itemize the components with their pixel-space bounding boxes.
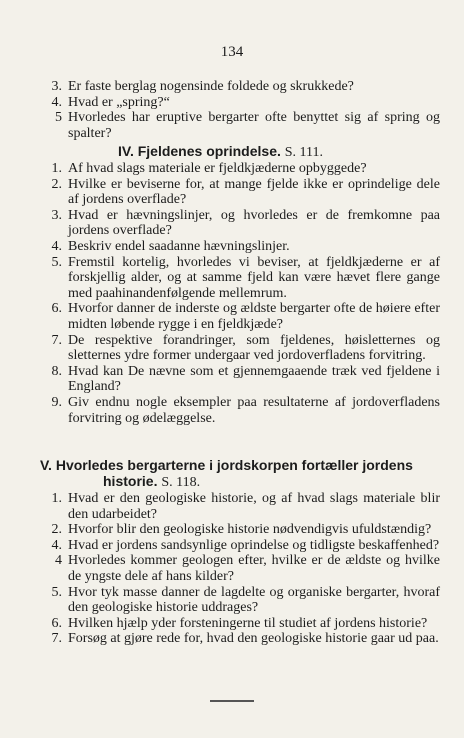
list-item — [51, 176, 440, 208]
list-item — [55, 553, 440, 584]
list-item — [51, 161, 440, 177]
list-item — [51, 238, 440, 255]
section-page-ref: S. 111. — [284, 145, 324, 160]
item-number: 5. — [51, 254, 62, 270]
section-heading-v-cont — [103, 473, 200, 491]
item-number: 9. — [51, 394, 62, 410]
item-text: Forsøg at gjøre rede for, hvad den geologiske historie gaar ud paa. — [68, 631, 439, 647]
item-text: Hvor tyk masse danner de lagdelte og organiske bergarter, hvoraf den geologiske historie uddrages? — [68, 584, 440, 616]
item-number: 6. — [51, 301, 62, 317]
item-text: De respektive forandringer, som fjeldenes, høisletternes og sletternes ydre former undergaar ved jordoverfladens forvitring. — [68, 332, 440, 364]
question-list-v — [51, 491, 440, 647]
list-item — [55, 110, 440, 141]
list-item — [51, 631, 440, 647]
list-item — [51, 332, 440, 364]
list-item — [51, 94, 440, 111]
list-item — [51, 363, 440, 395]
list-item — [51, 537, 440, 554]
item-number: 5. — [51, 584, 62, 600]
item-number: 8. — [51, 363, 62, 379]
item-number: 2. — [51, 176, 62, 192]
page-number: 134 — [220, 44, 244, 60]
item-number: 4 — [55, 553, 62, 569]
list-item — [51, 79, 440, 95]
section-title-cont: historie. — [103, 473, 158, 489]
item-text: Hvorfor danner de inderste og ældste bergarter ofte de høiere efter midten løbende rygge i en fjeldkjæde? — [68, 301, 440, 332]
item-text: Hvad kan De nævne som et gjennemgaaende træk ved fjeldene i England? — [68, 363, 440, 395]
item-text: Hvilke er beviserne for, at mange fjelde ikke er oprindelige dele af jordens overflade? — [68, 176, 440, 208]
item-text: Hvad er „spring?“ — [68, 94, 170, 110]
item-text: Beskriv endel saadanne hævningslinjer. — [68, 238, 290, 254]
item-text: Af hvad slags materiale er fjeldkjæderne opbyggede? — [68, 161, 367, 176]
item-number: 3. — [51, 207, 62, 223]
item-number: 4. — [51, 238, 62, 254]
list-item — [51, 301, 440, 332]
list-item — [51, 394, 440, 426]
section-heading-v — [40, 457, 413, 473]
item-text: Hvorfor blir den geologiske historie nødvendigvis ufuldstændig? — [68, 522, 432, 538]
item-number: 7. — [51, 332, 62, 348]
list-item — [51, 207, 440, 239]
item-text: Hvad er hævningslinjer, og hvorledes er de fremkomne paa jordens overflade? — [68, 207, 440, 239]
list-item — [51, 491, 440, 522]
item-number: 4. — [51, 94, 62, 110]
item-text: Hvorledes kommer geologen efter, hvilke er de ældste og hvilke de yngste dele af hans kilder? — [68, 553, 440, 584]
question-list-iv — [51, 161, 440, 426]
section-heading-iv — [118, 143, 323, 161]
question-list-continued — [51, 79, 440, 141]
list-item — [51, 584, 440, 616]
item-text: Giv endnu nogle eksempler paa resultaterne af jordoverfladens forvitring og ødelæggelse. — [68, 394, 440, 426]
item-text: Hvilken hjælp yder forsteningerne til studiet af jordens historie? — [68, 615, 428, 631]
section-title: V. Hvorledes bergarterne i jordskorpen fortæller jordens — [40, 457, 413, 473]
list-item — [51, 522, 440, 538]
item-text: Fremstil kortelig, hvorledes vi beviser, at fjeldkjæderne er af forskjellig alder, og at samme fjeld kan være hævet flere gange med paahinandenfølgende mellemrum. — [68, 254, 440, 301]
list-item — [51, 615, 440, 632]
item-number: 1. — [51, 161, 62, 176]
item-text: Hvorledes har eruptive bergarter ofte benyttet sig af spring og spalter? — [68, 110, 440, 141]
item-number: 7. — [51, 631, 62, 647]
list-item — [51, 254, 440, 302]
item-text: Hvad er jordens sandsynlige oprindelse og tidligste beskaffenhed? — [68, 537, 440, 553]
item-number: 5 — [55, 110, 62, 126]
end-rule — [210, 700, 254, 702]
item-number: 1. — [51, 491, 62, 506]
item-number: 3. — [51, 79, 62, 94]
section-title: IV. Fjeldenes oprindelse. — [118, 143, 281, 159]
item-number: 4. — [51, 537, 62, 553]
item-text: Er faste berglag nogensinde foldede og skrukkede? — [68, 79, 354, 94]
item-number: 2. — [51, 522, 62, 538]
item-number: 6. — [51, 615, 62, 631]
section-page-ref: S. 118. — [161, 475, 201, 490]
item-text: Hvad er den geologiske historie, og af hvad slags materiale blir den udarbeidet? — [68, 491, 440, 522]
